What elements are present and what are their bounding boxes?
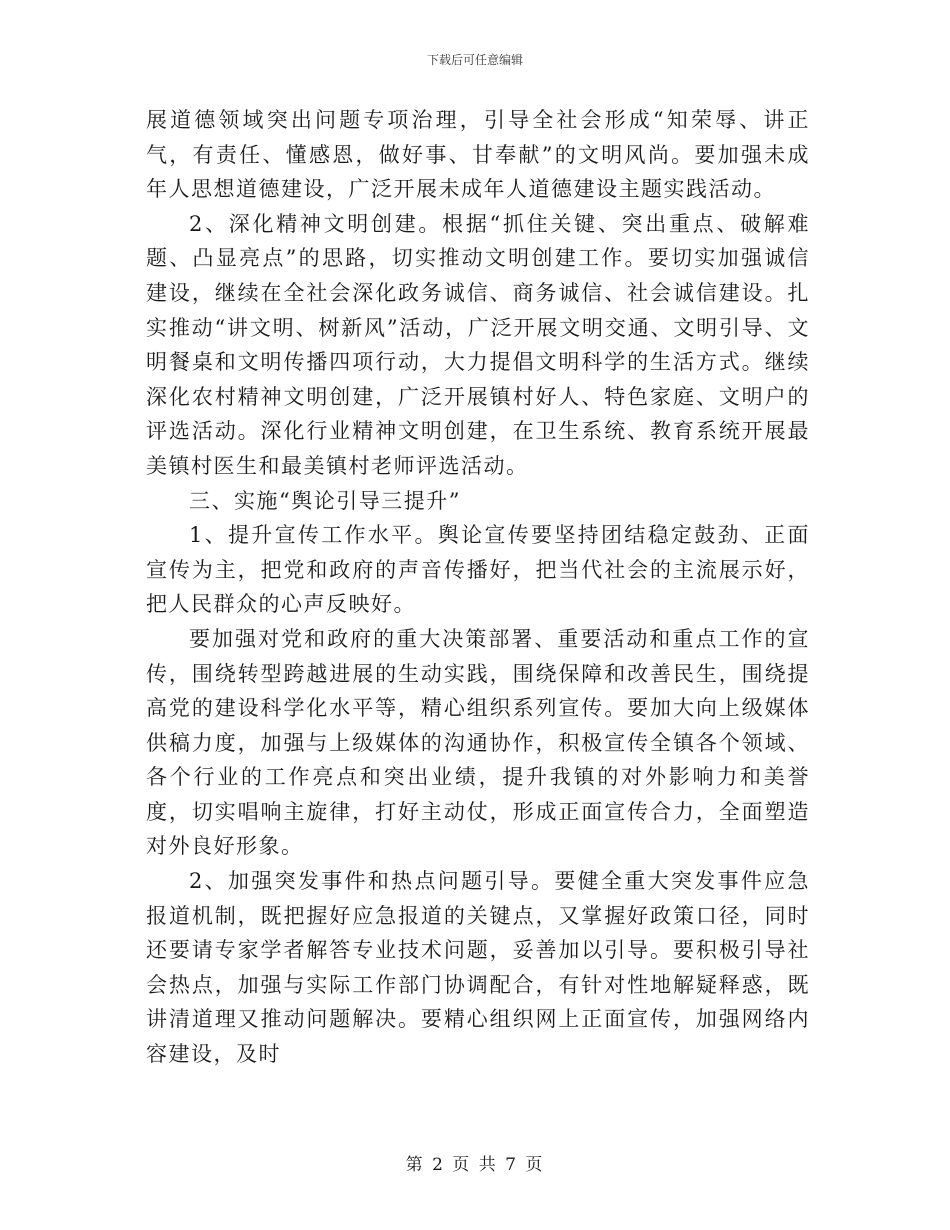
page-number-footer: 第 2 页 共 7 页	[405, 1155, 545, 1175]
paragraph-5: 要加强对党和政府的重大决策部署、重要活动和重点工作的宣传，围绕转型跨越进展的生动实践，围绕保障和改善民生，围绕提高党的建设科学化水平等，精心组织系列宣传。要加大向上级媒体供稿力度，加强与上级媒体的沟通协作，积极宣传全镇各个领域、各个行业的工作亮点和突出业绩，提升我镇的对外影响力和美誉度，切实唱响主旋律，打好主动仗，形成正面宣传合力，全面塑造对外良好形象。	[146, 626, 810, 859]
paragraph-6: 2、加强突发事件和热点问题引导。要健全重大突发事件应急报道机制，既把握好应急报道的关键点，又掌握好政策口径，同时还要请专家学者解答专业技术问题，妥善加以引导。要积极引导社会热点，加强与实际工作部门协调配合，有针对性地解疑释惑，既讲清道理又推动问题解决。要精心组织网上正面宣传，加强网络内容建设，及时	[146, 869, 810, 1067]
page-header: 下载后可任意编辑	[426, 53, 523, 67]
document-body	[146, 103, 810, 1072]
paragraph-2: 2、深化精神文明创建。根据“抓住关键、突出重点、破解难题、凸显亮点”的思路，切实推动文明创建工作。要切实加强诚信建设，继续在全社会深化政务诚信、商务诚信、社会诚信建设。扎实推动“讲文明、树新风”活动，广泛开展文明交通、文明引导、文明餐桌和文明传播四项行动，大力提倡文明科学的生活方式。继续深化农村精神文明创建，广泛开展镇村好人、特色家庭、文明户的评选活动。深化行业精神文明创建，在卫生系统、教育系统开展最美镇村医生和最美镇村老师评选活动。	[146, 211, 810, 478]
paragraph-1: 展道德领域突出问题专项治理，引导全社会形成“知荣辱、讲正气，有责任、懂感恩，做好事、甘奉献”的文明风尚。要加强未成年人思想道德建设，广泛开展未成年人道德建设主题实践活动。	[146, 108, 810, 202]
paragraph-4: 1、提升宣传工作水平。舆论宣传要坚持团结稳定鼓劲、正面宣传为主，把党和政府的声音传播好，把当代社会的主流展示好，把人民群众的心声反映好。	[146, 523, 810, 617]
section-heading-3: 三、实施“舆论引导三提升”	[189, 488, 461, 513]
